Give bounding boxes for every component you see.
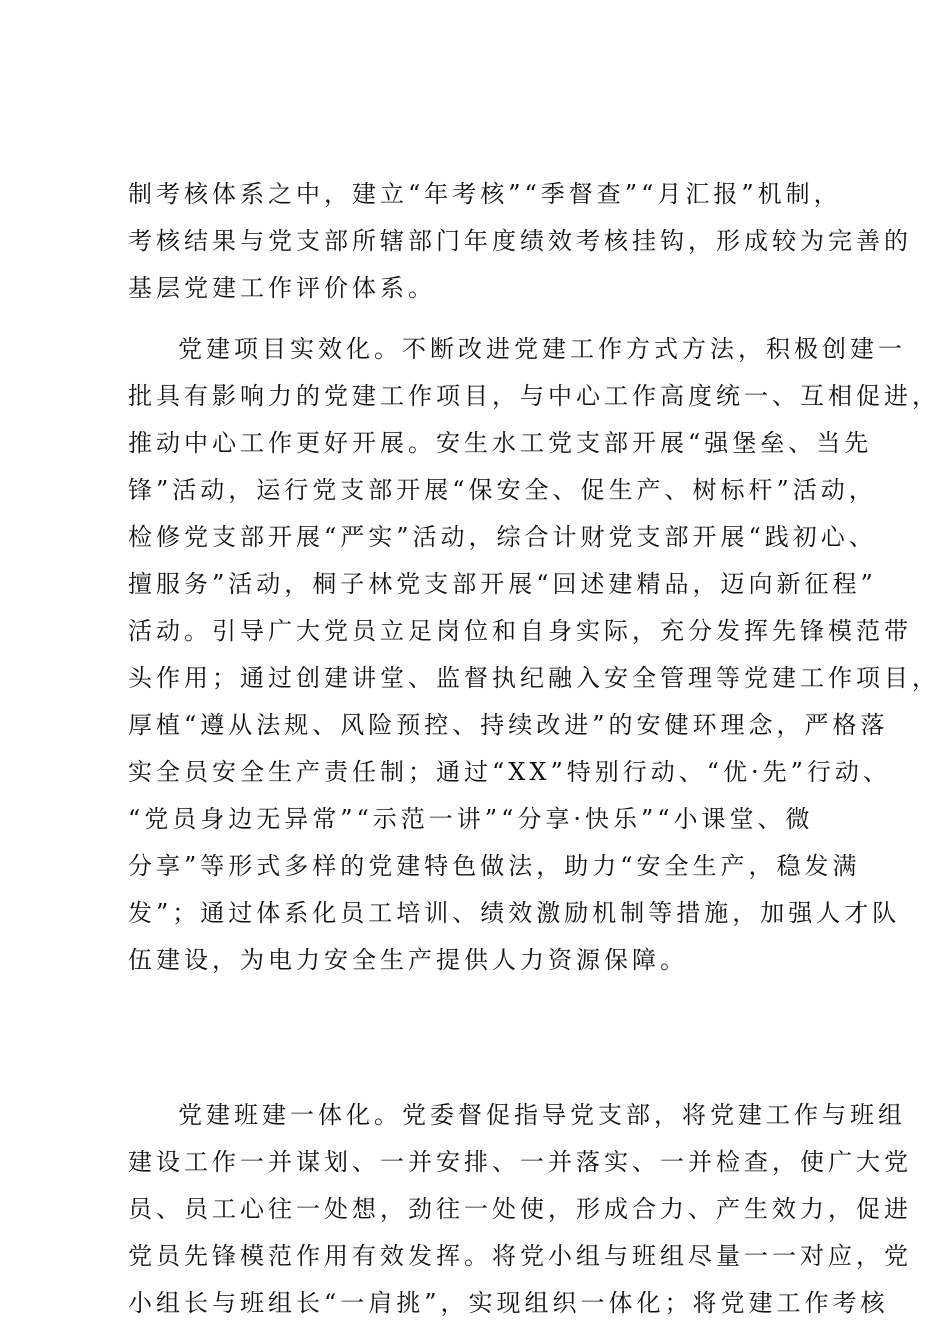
text-line: 头作用；通过创建讲堂、监督执纪融入安全管理等党建工作项目， xyxy=(128,664,940,692)
paragraph-1 xyxy=(128,171,912,312)
text-line: 党员先锋模范作用有效发挥。将党小组与班组尽量一一对应，党 xyxy=(128,1242,912,1270)
text-line: 分享”等形式多样的党建特色做法，助力“安全生产，稳发满 xyxy=(128,852,861,880)
text-line: 厚植“遵从法规、风险预控、持续改进”的安健环理念，严格落 xyxy=(128,711,889,739)
paragraph-2 xyxy=(128,326,940,1078)
text-line: 推动中心工作更好开展。安生水工党支部开展“强堡垒、当先 xyxy=(128,429,873,457)
paragraph-3 xyxy=(128,1092,912,1327)
text-line: 擅服务”活动，桐子林党支部开展“回述建精品，迈向新征程” xyxy=(128,570,877,598)
text-line: “党员身边无异常”“示范一讲”“分享·快乐”“小课堂、微 xyxy=(128,805,814,833)
text-line: 伍建设，为电力安全生产提供人力资源保障。 xyxy=(128,946,688,974)
text-line: 基层党建工作评价体系。 xyxy=(128,274,436,302)
text-line: 锋”活动，运行党支部开展“保安全、促生产、树标杆”活动， xyxy=(128,476,877,504)
body-text xyxy=(128,171,940,1327)
text-line: 实全员安全生产责任制；通过“XX”特别行动、“优·先”行动、 xyxy=(128,758,891,786)
text-line: 检修党支部开展“严实”活动，综合计财党支部开展“践初心、 xyxy=(128,523,877,551)
text-line: 小组长与班组长“一肩挑”，实现组织一体化；将党建工作考核 xyxy=(128,1289,889,1317)
text-line xyxy=(128,1031,848,1078)
text-line xyxy=(128,984,848,1031)
text-line: 制考核体系之中，建立“年考核”“季督查”“月汇报”机制， xyxy=(128,180,842,208)
text-line: 批具有影响力的党建工作项目，与中心工作高度统一、互相促进， xyxy=(128,382,940,410)
text-line: 建设工作一并谋划、一并安排、一并落实、一并检查，使广大党 xyxy=(128,1148,912,1176)
text-line: 党建班建一体化。党委督促指导党支部，将党建工作与班组 xyxy=(178,1101,906,1129)
text-line: 活动。引导广大党员立足岗位和自身实际，充分发挥先锋模范带 xyxy=(128,617,912,645)
text-line: 考核结果与党支部所辖部门年度绩效考核挂钩，形成较为完善的 xyxy=(128,227,912,255)
text-line: 员、员工心往一处想，劲往一处使，形成合力、产生效力，促进 xyxy=(128,1195,912,1223)
text-line: 党建项目实效化。不断改进党建工作方式方法，积极创建一 xyxy=(178,335,906,363)
text-line: 发”；通过体系化员工培训、绩效激励机制等措施，加强人才队 xyxy=(128,899,901,927)
